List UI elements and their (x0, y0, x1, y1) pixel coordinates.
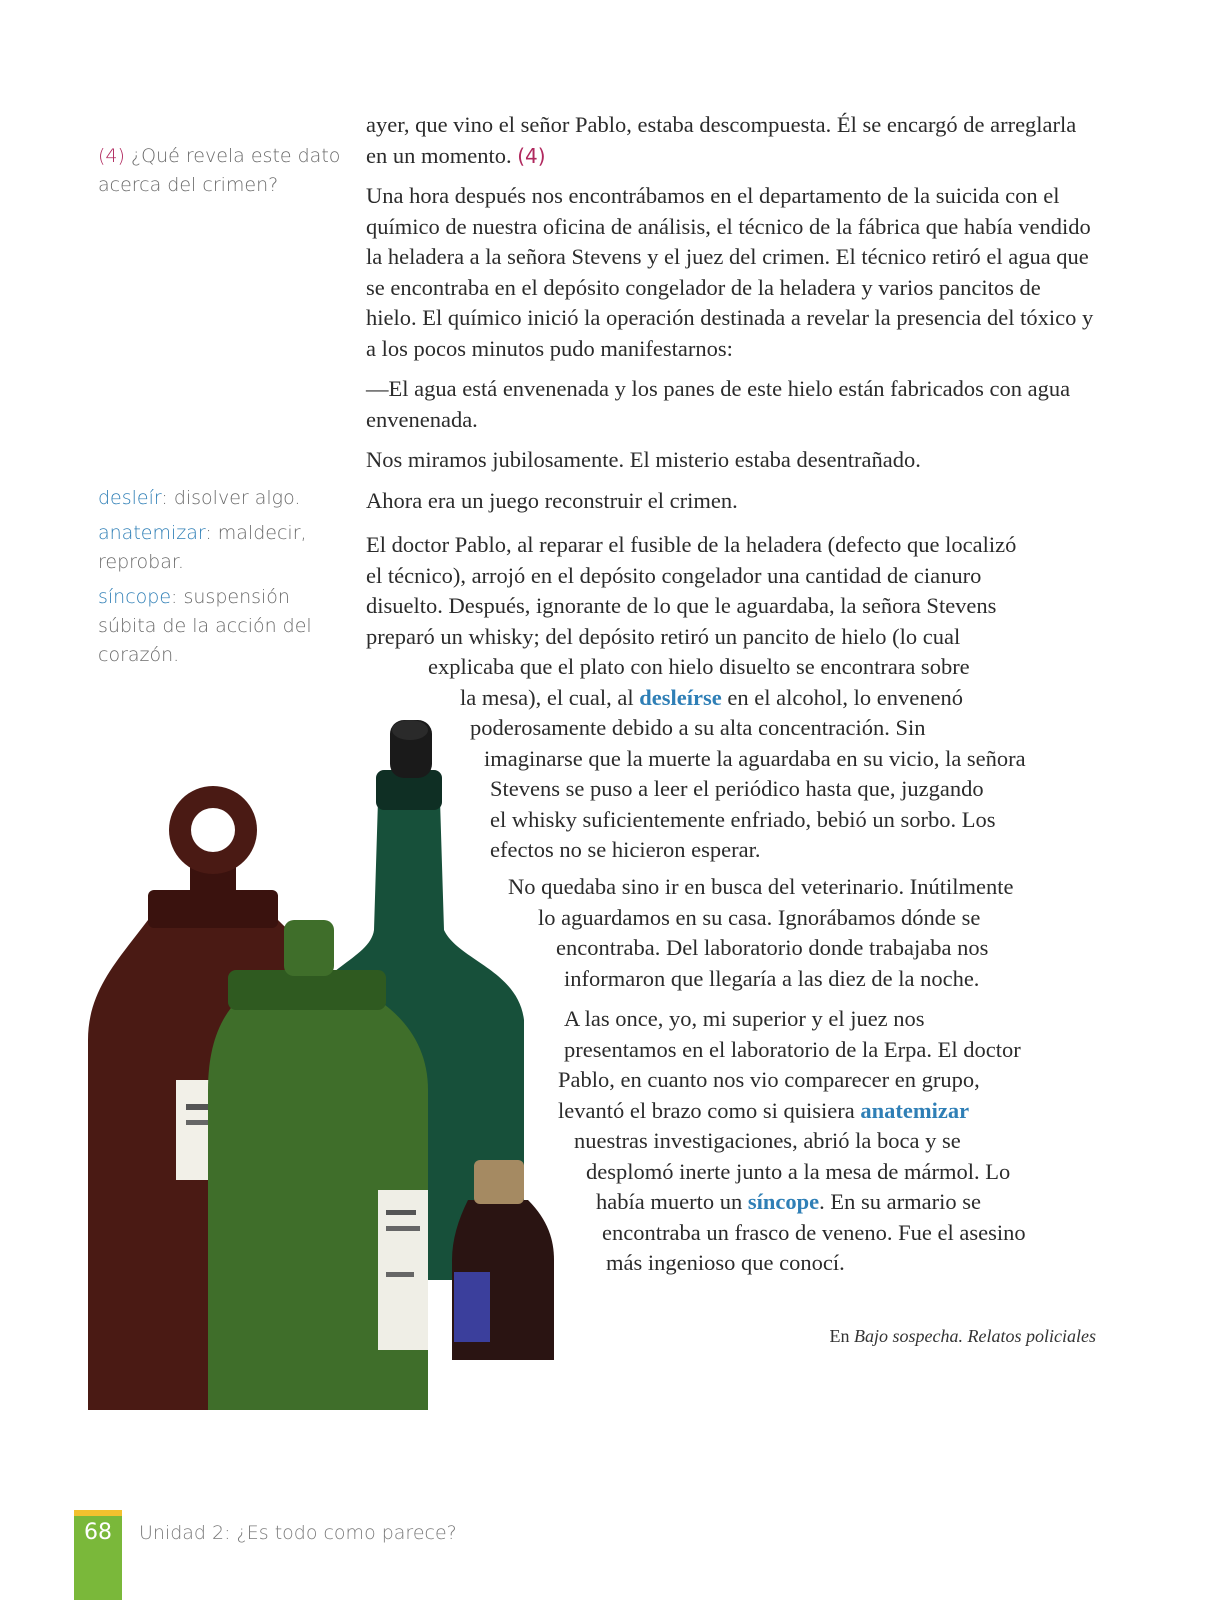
text-line: encontraba. Del laboratorio donde trabajaba nos (556, 935, 989, 960)
source-prefix: En (829, 1326, 855, 1346)
source-citation (800, 1326, 1096, 1347)
glossary-link-sincope[interactable]: síncope (747, 1189, 820, 1214)
text-line: nuestras investigaciones, abrió la boca y se (574, 1128, 961, 1153)
text-run: en el alcohol, lo envenenó (721, 684, 963, 710)
paragraph (366, 110, 1096, 171)
glossary-term: síncope (98, 586, 172, 608)
text-line (460, 683, 1096, 714)
paragraph: Una hora después nos encontrábamos en el departamento de la suicida con el químico de nuestra oficina de análisis, el técnico de la fábrica que había vendido la heladera a la señora Stevens y el juez del crimen. El técnico retiró el agua que se encontraba en el depósito congelador de la heladera y varios pancitos de hielo. El químico inició la operación destinada a revelar la presencia del tóxico y a los pocos minutos pudo manifestarnos: (366, 183, 1094, 361)
glossary-def: : maldecir, reprobar. (98, 522, 307, 573)
text-line: explicaba que el plato con hielo disuelto se encontrara sobre (428, 654, 970, 679)
paragraph: Nos miramos jubilosamente. El misterio estaba desentrañado. (366, 447, 921, 472)
story-text (366, 110, 1096, 526)
page-number: 68 (84, 1520, 112, 1545)
text-line: preparó un whisky; del depósito retiró un pancito de hielo (lo cual (366, 623, 961, 649)
text-line: poderosamente debido a su alta concentración. Sin (470, 715, 926, 740)
text-line: desplomó inerte junto a la mesa de mármol. Lo (586, 1158, 1011, 1184)
text-line: el técnico), arrojó en el depósito congelador una cantidad de cianuro (366, 562, 982, 588)
text-line (558, 1096, 1096, 1127)
text-line: efectos no se hicieron esperar. (490, 837, 761, 862)
glossary-def: : suspensión súbita de la acción del corazón. (98, 586, 312, 666)
source-title: Bajo sospecha. Relatos policiales (854, 1326, 1096, 1346)
text-line: presentamos en el laboratorio de la Erpa. El doctor (564, 1036, 1021, 1062)
question-ref: (4) (517, 143, 546, 168)
sidebar-question (98, 142, 348, 200)
text-line: Stevens se puso a leer el periódico hasta que, juzgando (490, 776, 984, 801)
glossary-item (98, 583, 348, 670)
glossary-link-anatemizar[interactable]: anatemizar (860, 1097, 970, 1123)
text-line: el whisky suficientemente enfriado, bebió un sorbo. Los (490, 806, 996, 832)
text-run: la mesa), el cual, al (460, 684, 640, 710)
text-line: informaron que llegaría a las diez de la noche. (564, 965, 980, 991)
glossary-item (98, 484, 348, 513)
text-run: . En su armario se (819, 1189, 981, 1214)
glossary-def: : disolver algo. (161, 487, 301, 509)
text-run: levantó el brazo como si quisiera (558, 1097, 861, 1123)
paragraph: —El agua está envenenada y los panes de este hielo están fabricados con agua envenenada. (366, 376, 1071, 432)
paragraph: Ahora era un juego reconstruir el crimen. (366, 487, 738, 513)
text-line: Pablo, en cuanto nos vio comparecer en grupo, (558, 1067, 980, 1092)
question-number: (4) (98, 145, 125, 167)
glossary-term: desleír (98, 487, 162, 509)
text-line: No quedaba sino ir en busca del veterinario. Inútilmente (508, 874, 1014, 899)
text-line: A las once, yo, mi superior y el juez nos (564, 1006, 925, 1031)
paragraph-text: ayer, que vino el señor Pablo, estaba descompuesta. Él se encargó de arreglarla en un momento. (366, 112, 1077, 168)
footer-bar-cap (74, 1510, 122, 1516)
text-line: El doctor Pablo, al reparar el fusible de la heladera (defecto que localizó (366, 532, 1017, 557)
text-line: más ingenioso que conocí. (606, 1250, 845, 1275)
text-line: imaginarse que la muerte la aguardaba en su vicio, la señora (484, 745, 1026, 771)
glossary-link-desleirse[interactable]: desleírse (639, 684, 722, 710)
glossary-item (98, 519, 348, 577)
bottles-illustration (78, 720, 578, 1440)
text-line: lo aguardamos en su casa. Ignorábamos dónde se (538, 904, 981, 930)
question-text: ¿Qué revela este dato acerca del crimen? (98, 145, 341, 196)
glossary (98, 484, 348, 676)
text-run: había muerto un (596, 1189, 748, 1214)
text-line: encontraba un frasco de veneno. Fue el asesino (602, 1219, 1026, 1245)
unit-title: Unidad 2: ¿Es todo como parece? (139, 1522, 457, 1544)
text-line: disuelto. Después, ignorante de lo que le aguardaba, la señora Stevens (366, 593, 997, 618)
text-line (596, 1187, 1096, 1218)
glossary-term: anatemizar (98, 522, 206, 544)
